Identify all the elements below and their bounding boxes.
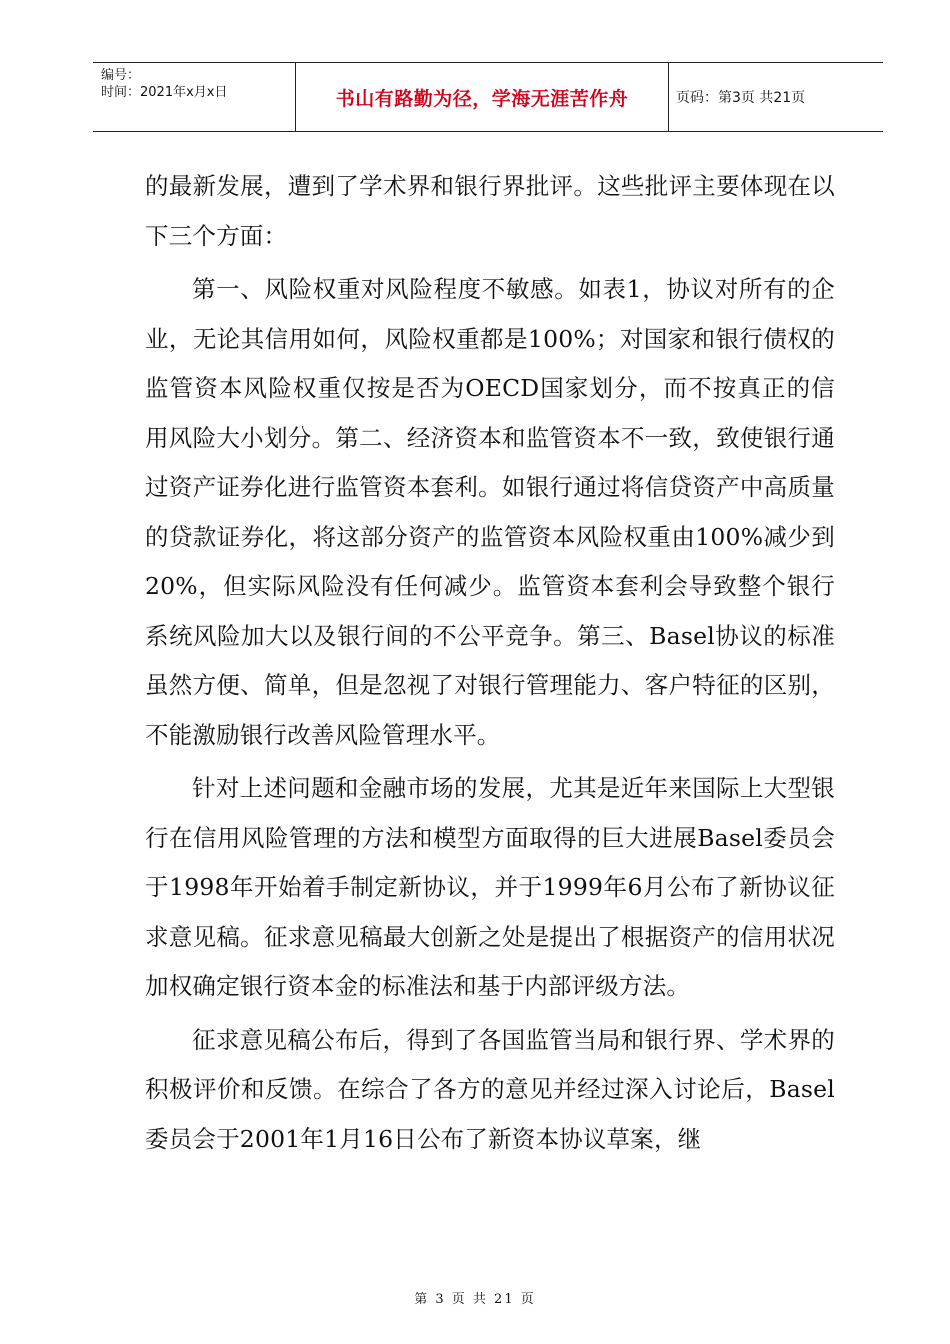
page-header (93, 62, 883, 132)
paragraph: 针对上述问题和金融市场的发展，尤其是近年来国际上大型银行在信用风险管理的方法和模型方面取得的巨大进展Basel委员会于1998年开始着手制定新协议，并于1999年6月公布了新协议征求意见稿。征求意见稿最大创新之处是提出了根据资产的信用状况加权确定银行资本金的标准法和基于内部评级方法。 (145, 774, 835, 1000)
page-footer: 第 3 页 共 21 页 (414, 1292, 536, 1307)
document-body (145, 162, 835, 1164)
number-label: 编号： (101, 68, 141, 83)
header-page-info: 页码：第3页 共21页 (676, 90, 806, 106)
paragraph: 的最新发展，遭到了学术界和银行界批评。这些批评主要体现在以下三个方面： (145, 172, 835, 250)
header-motto: 书山有路勤为径，学海无涯苦作舟 (335, 87, 629, 110)
header-divider (668, 63, 669, 131)
paragraph: 征求意见稿公布后，得到了各国监管当局和银行界、学术界的积极评价和反馈。在综合了各方的意见并经过深入讨论后，Basel委员会于2001年1月16日公布了新资本协议草案，继 (145, 1025, 835, 1153)
paragraph: 第一、风险权重对风险程度不敏感。如表1，协议对所有的企业，无论其信用如何，风险权重都是100%；对国家和银行债权的监管资本风险权重仅按是否为OECD国家划分，而不按真正的信用风险大小划分。第二、经济资本和监管资本不一致，致使银行通过资产证券化进行监管资本套利。如银行通过将信贷资产中高质量的贷款证券化，将这部分资产的监管资本风险权重由100%减少到20%，但实际风险没有任何减少。监管资本套利会导致整个银行系统风险加大以及银行间的不公平竞争。第三、Basel协议的标准虽然方便、简单，但是忽视了对银行管理能力、客户特征的区别，不能激励银行改善风险管理水平。 (145, 275, 835, 749)
time-label: 时间：2021年x月x日 (101, 85, 228, 100)
header-meta (101, 67, 227, 101)
